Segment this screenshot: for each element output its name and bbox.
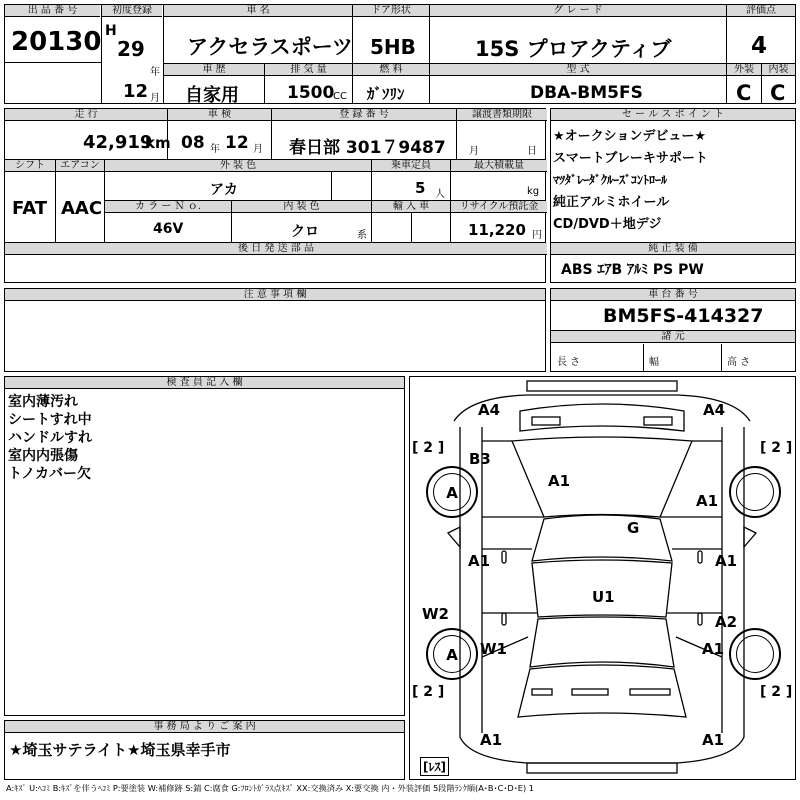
ext-color-label: 外 装 色 [105, 160, 371, 172]
km-unit: km [145, 134, 171, 152]
lot-number: 20130 [11, 27, 102, 57]
exterior-label: 外装 [727, 64, 761, 76]
mark-b3: B3 [469, 450, 491, 468]
inspection-month-unit: 月 [253, 144, 263, 155]
transfer-month: 月 [469, 146, 479, 157]
load-unit: kg [527, 186, 540, 197]
shift: FAT [12, 198, 48, 219]
mark-a1-right-fender: A1 [696, 492, 719, 510]
spec-label: 諸 元 [551, 331, 795, 343]
tire-front-left: [ 2 ] [412, 440, 445, 456]
inspector-line-1: 室内薄汚れ [8, 394, 78, 410]
wheel-rear-left [426, 628, 478, 680]
int-unit: 系 [357, 230, 367, 241]
tire-rear-left: [ 2 ] [412, 684, 445, 700]
chassis-label: 車 台 番 号 [551, 289, 795, 301]
mark-a1-right-rear: A1 [702, 640, 725, 658]
mark-a4-right: A4 [703, 401, 726, 419]
mark-a1-left-door: A1 [468, 552, 491, 570]
legend: A:ｷｽﾞ U:ﾍｺﾐ B:ｷｽﾞを伴うﾍｺﾐ P:要塗装 W:補修跡 S:錆 C:腐食 G:ﾌﾛﾝﾄｶﾞﾗｽ点ｷｽﾞ XX:交換済み X:要交換 内・外装評価 5段階ﾗﾝｸ順(A･B･C･D･E) 1 [6, 783, 534, 793]
inspector-line-3: ハンドルすれ [8, 430, 92, 446]
plate-label: 登 録 番 号 [272, 109, 456, 121]
door-label: ドア形状 [353, 5, 429, 17]
int-color: クロ [291, 224, 319, 240]
mark-a1-bottom-right: A1 [702, 731, 725, 749]
interior-label: 内装 [762, 64, 795, 76]
notes-box [4, 288, 546, 372]
wheel-rear-right [729, 628, 781, 680]
mark-a2: A2 [715, 613, 738, 631]
model-label: 型 式 [430, 64, 726, 76]
equip-label: 純 正 装 備 [551, 243, 795, 255]
cc-unit: CC [333, 91, 347, 102]
mark-u1: U1 [592, 588, 615, 606]
later-parts-label: 後 日 発 送 部 品 [5, 243, 547, 255]
sales-point-3: ﾏﾂﾀﾞﾚｰﾀﾞｸﾙｰｽﾞｺﾝﾄﾛｰﾙ [553, 173, 668, 187]
load-label: 最大積載量 [451, 160, 547, 172]
inspector-line-2: シートすれ中 [8, 412, 92, 428]
wheel-front-right [729, 466, 781, 518]
tire-front-right: [ 2 ] [760, 440, 793, 456]
recycle-label: リサイクル預託金 [451, 201, 547, 213]
inspection-year: 08 [181, 133, 205, 153]
inspector-line-4: 室内内張傷 [8, 448, 78, 464]
capacity-label: 乗車定員 [372, 160, 450, 172]
inspection-label: 車 検 [168, 109, 271, 121]
shift-label: シフト [5, 160, 55, 172]
model: DBA-BM5FS [530, 83, 643, 103]
fuel-label: 燃 料 [353, 64, 429, 76]
score-label: 評価点 [727, 5, 795, 17]
details-table [4, 108, 546, 283]
lot-number-label: 出 品 番 号 [5, 5, 100, 17]
spare-tire: [ﾚｽ] [420, 757, 449, 776]
transfer-label: 譲渡書類期限 [457, 109, 547, 121]
car-name-label: 車 名 [164, 5, 352, 17]
first-reg-label: 初度登録 [102, 5, 162, 17]
wheel-front-left-mark: A [433, 473, 471, 511]
inspector-line-5: トノカバー欠 [8, 466, 92, 482]
capacity-unit: 人 [435, 189, 445, 200]
height-label: 高 さ [727, 357, 751, 368]
fuel: ｶﾞｿﾘﾝ [367, 85, 405, 103]
mark-g: G [627, 519, 640, 537]
interior-score: C [770, 81, 786, 105]
sales-points-box [550, 108, 796, 283]
sales-points-label: セ ー ル ス ポ イ ン ト [551, 109, 795, 121]
score: 4 [751, 33, 768, 59]
color-no: 46V [153, 221, 184, 237]
length-label: 長 さ [557, 357, 581, 368]
mark-w2: W2 [422, 605, 449, 623]
yen-unit: 円 [532, 230, 542, 241]
width-label: 幅 [649, 357, 659, 368]
displacement: 1500 [287, 83, 335, 103]
car-name: アクセラスポーツ [187, 35, 353, 59]
reg-year: 29 [117, 37, 145, 61]
wheel-front-left [426, 466, 478, 518]
mark-a1-right-door: A1 [715, 552, 738, 570]
import-label: 輸 入 車 [372, 201, 450, 213]
plate: 春日部 301７9487 [289, 138, 446, 158]
tire-rear-right: [ 2 ] [760, 684, 793, 700]
mileage-label: 走 行 [5, 109, 167, 121]
transfer-day: 日 [527, 146, 537, 157]
capacity: 5 [415, 179, 426, 197]
chassis-box [550, 288, 796, 372]
grade: 15S プロアクティブ [475, 37, 672, 61]
notes-label: 注 意 事 項 欄 [5, 289, 545, 301]
inspector-label: 検 査 員 記 入 欄 [5, 377, 404, 389]
car-diagram [409, 376, 796, 780]
year-unit: 年 [150, 67, 160, 78]
history: 自家用 [185, 85, 239, 106]
sales-point-1: ★オークションデビュー★ [553, 129, 707, 144]
office-box [4, 720, 405, 780]
wheel-rear-left-mark: A [433, 635, 471, 673]
chassis-number: BM5FS-414327 [603, 305, 764, 327]
mileage: 42,919 [83, 132, 153, 153]
int-color-label: 内 装 色 [232, 201, 371, 213]
exterior-score: C [736, 81, 752, 105]
office-label: 事 務 局 よ り ご 案 内 [5, 721, 404, 733]
door: 5HB [370, 35, 416, 59]
reg-month: 12 [123, 81, 149, 102]
mark-w1: W1 [480, 640, 507, 658]
inspector-box [4, 376, 405, 716]
car-outline [410, 377, 795, 779]
grade-label: グ レ ー ド [430, 5, 726, 17]
era: H [105, 23, 117, 39]
history-label: 車 歴 [164, 64, 264, 76]
ac: AAC [61, 198, 103, 219]
sales-point-5: CD/DVD＋地デジ [553, 217, 662, 232]
ext-color: アカ [210, 182, 238, 198]
mark-a4-left: A4 [478, 401, 501, 419]
equip: ABS ｴｱB ｱﾙﾐ PS PW [561, 262, 704, 278]
mark-a1-bottom-left: A1 [480, 731, 503, 749]
displacement-label: 排 気 量 [265, 64, 352, 76]
ac-label: エアコン [56, 160, 104, 172]
inspection-month: 12 [225, 133, 249, 153]
inspection-year-unit: 年 [210, 144, 220, 155]
sales-point-2: スマートブレーキサポート [553, 151, 708, 166]
recycle: 11,220 [468, 221, 526, 239]
office-text: ★埼玉サテライト★埼玉県幸手市 [9, 741, 231, 759]
header-table [4, 4, 796, 104]
month-unit: 月 [150, 93, 160, 104]
mark-a1-hood: A1 [548, 472, 571, 490]
sales-point-4: 純正アルミホイール [553, 195, 670, 210]
color-no-label: カ ラ ー Ｎ ｏ. [105, 201, 231, 213]
